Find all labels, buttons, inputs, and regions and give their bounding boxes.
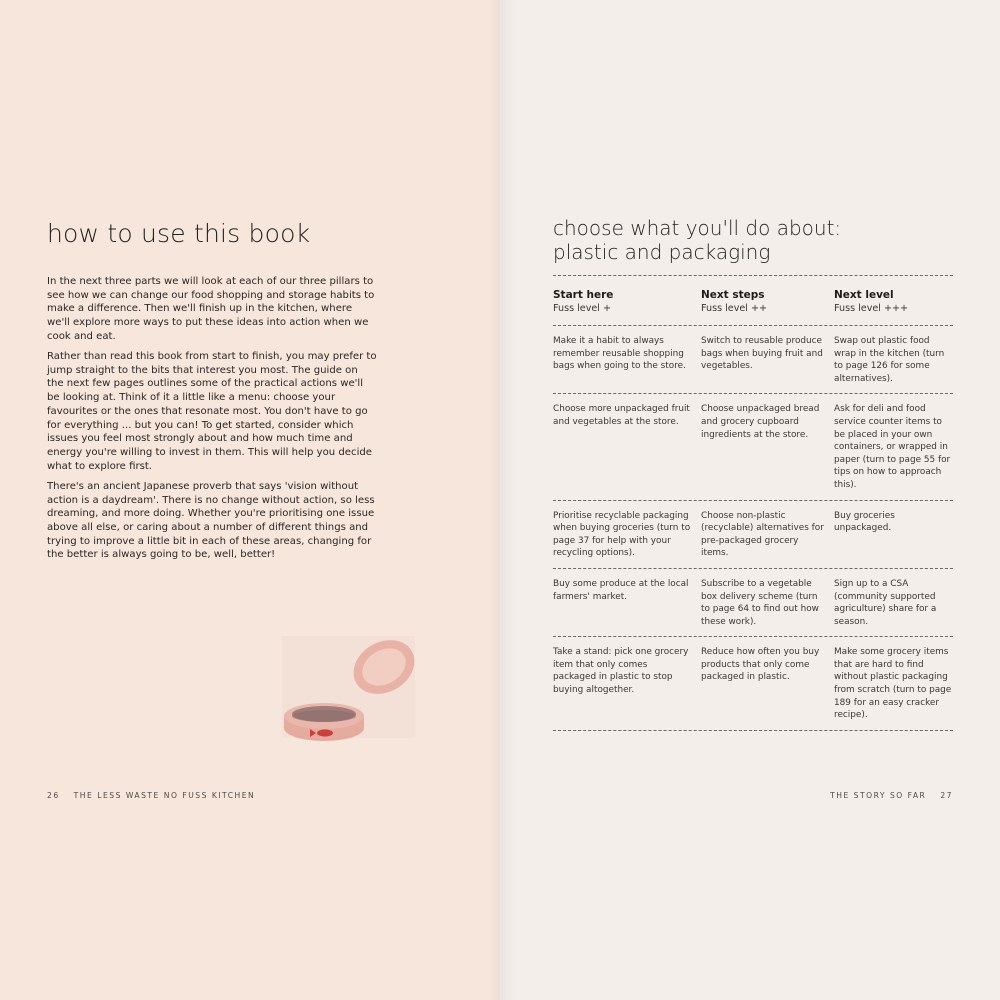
page-number: 27 <box>940 791 953 800</box>
table-cell: Take a stand: pick one grocery item that only comes packaged in plastic to stop buying altogether. <box>553 647 689 696</box>
table-cell: Swap out plastic food wrap in the kitchen (turn to page 126 for some alternatives). <box>834 336 945 384</box>
header-cell <box>834 288 953 316</box>
table-cell: Make some grocery items that are hard to find without plastic packaging from scratch (turn to page 189 for an easy cracker recipe). <box>834 647 952 721</box>
fish-tin-icon <box>276 632 421 742</box>
table-cell: Choose non-plastic (recyclable) alternatives for pre-packaged grocery items. <box>701 510 824 559</box>
gutter <box>488 0 514 1000</box>
header-cell <box>701 288 834 316</box>
table-row <box>553 394 953 499</box>
paragraph: Rather than read this book from start to finish, you may prefer to jump straight to the bits that interest you most. The guide on the next few pages outlines some of the practical actions we'll be looking at. Think of it a little like a menu: choose your favourites or the ones that resonate most. You don't have to go for everything ... but you can! To get started, consider which issues you feel most strongly about and how much time and energy you're willing to invest in them. This will help you decide what to explore first. <box>47 351 377 472</box>
folio-left <box>47 791 255 800</box>
table-cell: Switch to reusable produce bags when buying fruit and vegetables. <box>701 336 823 372</box>
table-cell: Subscribe to a vegetable box delivery scheme (turn to page 64 to find out how these work). <box>701 578 819 627</box>
folio-right <box>830 791 953 800</box>
table-cell: Choose more unpackaged fruit and vegetables at the store. <box>553 404 690 427</box>
page-title: how to use this book <box>47 219 311 248</box>
table-cell: Buy some produce at the local farmers' market. <box>553 578 689 602</box>
table-header <box>553 276 953 325</box>
header-title: Next steps <box>701 289 765 301</box>
table-row <box>553 569 953 636</box>
body-text <box>47 275 377 569</box>
table-cell: Make it a habit to always remember reusable shopping bags when going to the store. <box>553 336 686 372</box>
table-row <box>553 326 953 393</box>
fuss-level-table <box>553 275 953 731</box>
section-title-line2: plastic and packaging <box>553 240 771 264</box>
table-cell: Reduce how often you buy products that only come packaged in plastic. <box>701 647 820 683</box>
header-title: Next level <box>834 289 894 301</box>
fuss-level: Fuss level + <box>553 303 612 314</box>
fuss-level: Fuss level +++ <box>834 303 909 314</box>
table-cell: Sign up to a CSA (community supported agriculture) share for a season. <box>834 578 937 627</box>
table-row <box>553 501 953 568</box>
table-cell: Prioritise recyclable packaging when buying groceries (turn to page 37 for help with your recycling options). <box>553 510 691 559</box>
fuss-level: Fuss level ++ <box>701 303 768 314</box>
table-cell: Ask for deli and food service counter items to be placed in your own containers, or wrapped in paper (turn to page 55 for tips on how to approach this). <box>834 404 951 490</box>
table-cell: Buy groceries unpackaged. <box>834 510 895 534</box>
header-cell <box>553 288 701 316</box>
paragraph: There's an ancient Japanese proverb that says 'vision without action is a daydream'. There is no change without action, so less dreaming, and more doing. Whether you're prioritising one issue above all else, or caring about a number of different things and trying to improve a little bit in each of these areas, changing for the better is always going to be, well, better! <box>47 480 375 561</box>
table-row <box>553 637 953 730</box>
running-title: THE STORY SO FAR <box>830 791 927 800</box>
header-title: Start here <box>553 289 614 301</box>
paragraph: In the next three parts we will look at each of our three pillars to see how we can change our food shopping and storage habits to make a difference. Then we'll finish up in the kitchen, where we'll explore more ways to put these ideas into action when we cook and eat. <box>47 276 375 342</box>
page-number: 26 <box>47 791 60 800</box>
section-title <box>553 216 841 264</box>
table-cell: Choose unpackaged bread and grocery cupboard ingredients at the store. <box>701 404 820 440</box>
running-title: THE LESS WASTE NO FUSS KITCHEN <box>73 791 256 800</box>
divider <box>553 730 953 731</box>
section-title-line1: choose what you'll do about: <box>553 216 842 240</box>
